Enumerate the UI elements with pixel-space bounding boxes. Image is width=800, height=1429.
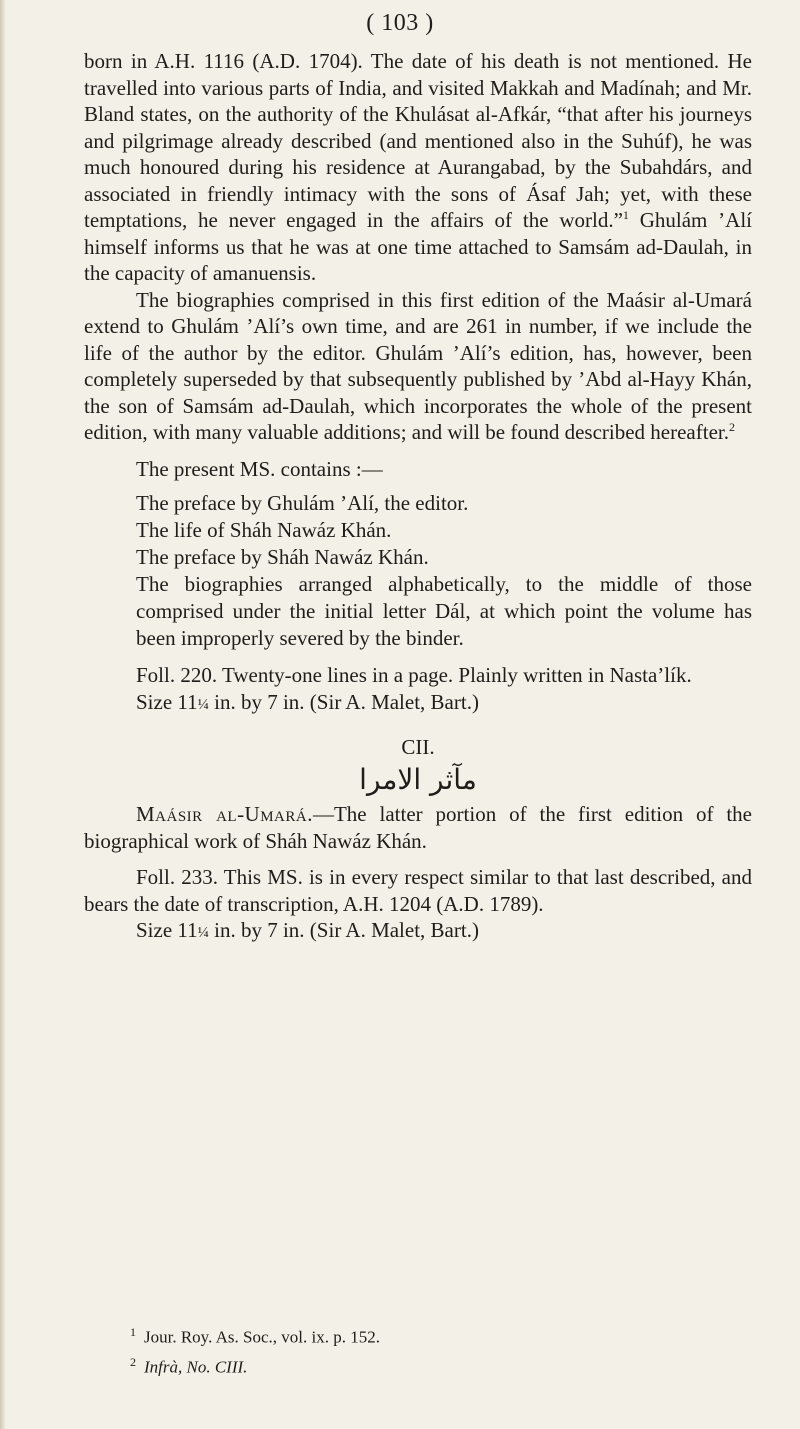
contents-item: The biographies arranged alphabetically, to the middle of those comprised under the initial letter Dál, at which point the volume has been improperly severed by the binder. (136, 572, 752, 650)
footnote-mark: 1 (130, 1325, 136, 1339)
entry-size-tail: in. by 7 in. (Sir A. Malet, Bart.) (208, 918, 479, 942)
footnote-2 (130, 1350, 730, 1380)
entry-description-text: —The latter portion of the first edition of the biographical work of Sháh Nawáz Khán. (84, 802, 752, 853)
entry-description (84, 801, 752, 854)
entry-title: Maásir al-Umará. (136, 802, 313, 826)
page-edge-shadow (0, 0, 6, 1429)
footnote-ref-2: 2 (728, 420, 735, 434)
folio-description: Foll. 220. Twenty-one lines in a page. Plainly written in Nasta’lík. (136, 663, 692, 687)
size-description (84, 689, 752, 719)
entry-size-text: Size 11 (136, 918, 198, 942)
contents-list (84, 490, 752, 652)
contents-item: The preface by Sháh Nawáz Khán. (136, 545, 429, 569)
footnote-text: Infrà, No. CIII. (144, 1357, 248, 1377)
paragraph-1-text: born in A.H. 1116 (A.D. 1704). The date of his death is not mentioned. He travelled into various parts of India, and visited Makkah and Madínah; and Mr. Bland states, on the authority of the Khulásat al-Afkár, “that after his journeys and pilgrimage already described (and mentioned also in the Suhúf), he was much honoured during his residence at Aurangabad, by the Subahdárs, and associated in friendly intimacy with the sons of Ásaf Jah; yet, with these temptations, he never engaged in the affairs of the world.” (84, 49, 752, 232)
entry-size-fraction: ¼ (197, 925, 209, 941)
footnote-1 (130, 1320, 730, 1350)
size-text: Size 11 (136, 689, 198, 714)
contents-item: The preface by Ghulám ’Alí, the editor. (136, 491, 469, 515)
footnote-mark: 2 (130, 1354, 136, 1369)
footnotes (130, 1320, 730, 1379)
paragraph-2 (84, 287, 752, 446)
size-fraction: ¼ (197, 696, 209, 713)
entry-size (84, 917, 752, 947)
entry-number: CII. (401, 735, 435, 759)
paragraph-1 (84, 48, 752, 287)
paragraph-1-tail: Ghulám ’Alí himself informs us that he was at one time attached to Samsám ad-Daulah, in the capacity of amanuensis. (84, 208, 753, 285)
footnote-text: Jour. Roy. As. Soc., vol. ix. p. 152. (144, 1327, 380, 1347)
entry-folio: Foll. 233. This MS. is in every respect similar to that last described, and bears the date of transcription, A.H. 1204 (A.D. 1789). (84, 865, 752, 916)
body-text (84, 48, 752, 947)
page-number: ( 103 ) (366, 10, 434, 36)
size-text-tail: in. by 7 in. (Sir A. Malet, Bart.) (208, 689, 479, 714)
arabic-title: مآثر الامرا (359, 762, 477, 796)
contents-item: The life of Sháh Nawáz Khán. (136, 518, 392, 542)
paragraph-2-text: The biographies comprised in this first edition of the Maásir al-Umará extend to Ghulám ’Alí’s own time, and are 261 in number, if we include the life of the author by the editor. Ghulám ’Alí’s edition, has, however, been completely superseded by that subsequently published by ’Abd al-Hayy Khán, the son of Samsám ad-Daulah, which incorporates the whole of the present edition, with many valuable additions; and will be found described hereafter. (84, 287, 752, 444)
footnote-ref-1: 1 (622, 208, 629, 222)
contents-intro: The present MS. contains :— (136, 456, 383, 481)
